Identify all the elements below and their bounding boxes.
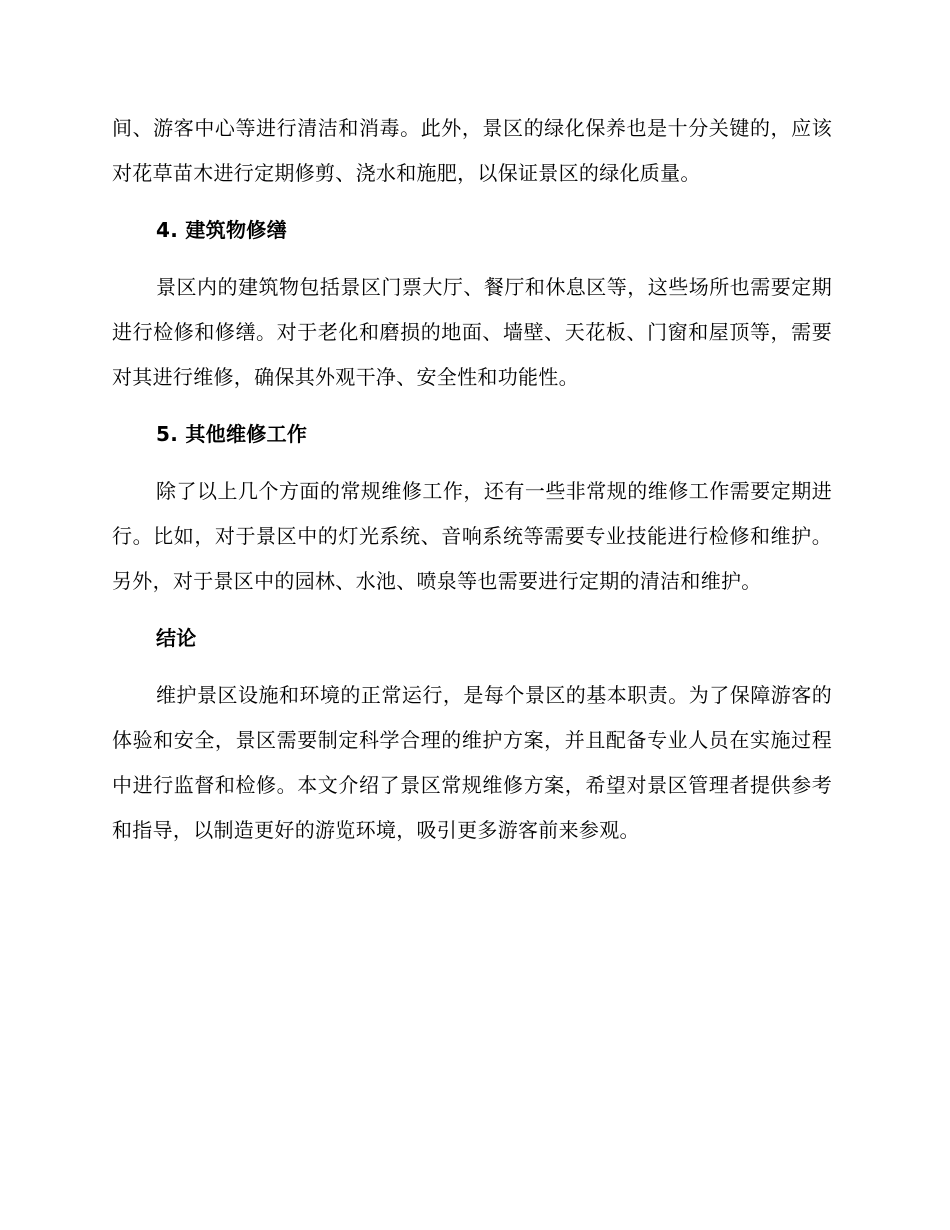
section-heading-conclusion: 结论 xyxy=(156,626,197,650)
paragraph-conclusion: 维护景区设施和环境的正常运行，是每个景区的基本职责。为了保障游客的体验和安全，景区需要制定科学合理的维护方案，并且配备专业人员在实施过程中进行监督和检修。本文介绍了景区常规维修方案，希望对景区管理者提供参考和指导，以制造更好的游览环境，吸引更多游客前来参观。 xyxy=(112,683,832,842)
paragraph-building-repair: 景区内的建筑物包括景区门票大厅、餐厅和休息区等，这些场所也需要定期进行检修和修缮。对于老化和磨损的地面、墙壁、天花板、门窗和屋顶等，需要对其进行维修，确保其外观干净、安全性和功能性。 xyxy=(112,275,832,389)
paragraph-other-maintenance: 除了以上几个方面的常规维修工作，还有一些非常规的维修工作需要定期进行。比如，对于景区中的灯光系统、音响系统等需要专业技能进行检修和维护。另外，对于景区中的园林、水池、喷泉等也需要进行定期的清洁和维护。 xyxy=(112,479,832,593)
paragraph-cleaning-continued: 间、游客中心等进行清洁和消毒。此外，景区的绿化保养也是十分关键的，应该对花草苗木进行定期修剪、浇水和施肥，以保证景区的绿化质量。 xyxy=(112,116,832,185)
section-heading-building-repair: 4. 建筑物修缮 xyxy=(156,218,287,242)
document-body xyxy=(112,106,832,865)
section-heading-other-maintenance: 5. 其他维修工作 xyxy=(156,422,308,446)
